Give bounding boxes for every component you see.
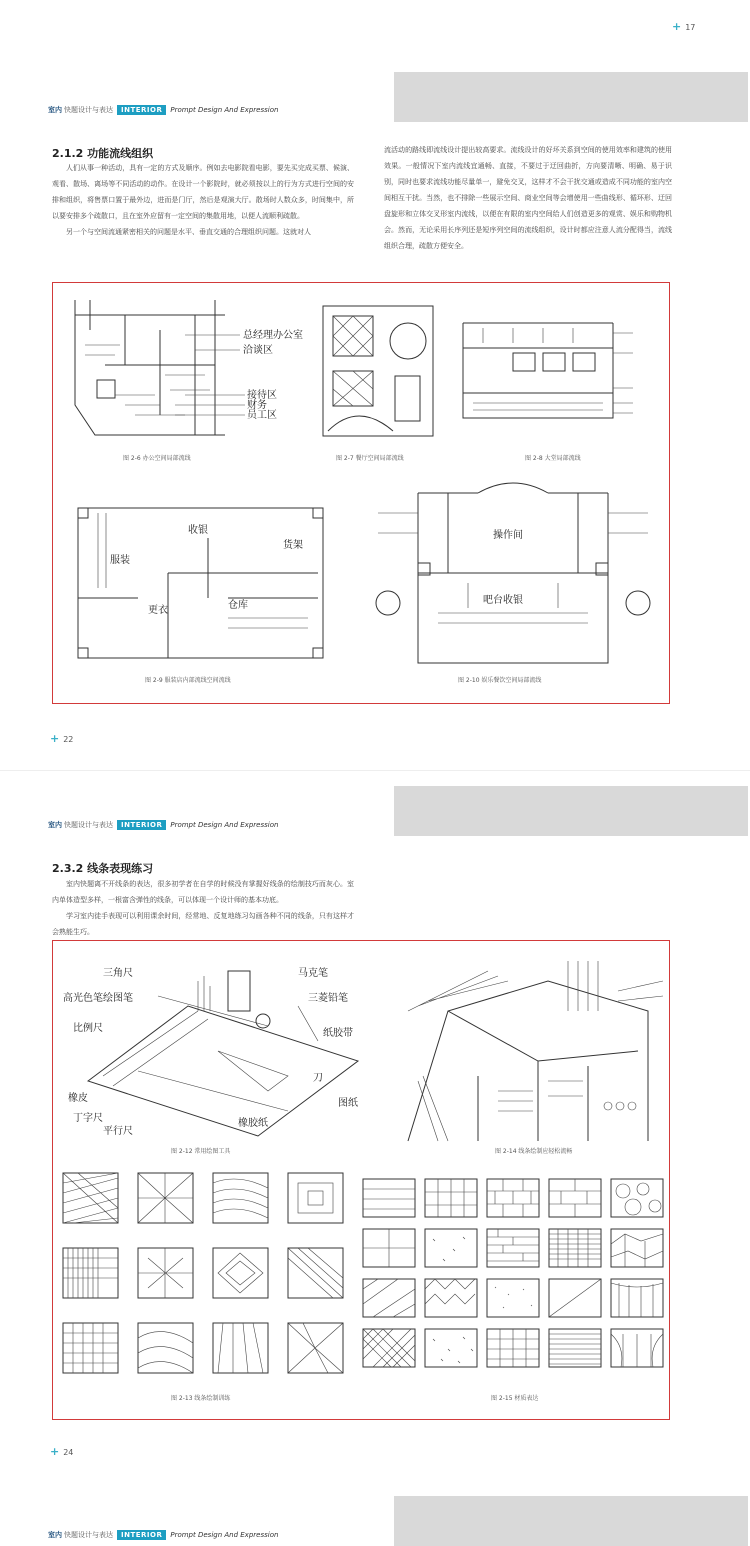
tile: [363, 1279, 415, 1317]
plus-icon: +: [50, 1445, 60, 1458]
tile: [425, 1329, 477, 1367]
sketch-label: 橡皮: [68, 1093, 88, 1104]
tile: [611, 1179, 663, 1217]
sketch-label: 更衣: [148, 605, 168, 616]
sketch-label: 橡胶纸: [238, 1118, 268, 1129]
note: 财务: [247, 400, 267, 411]
header-subtitle: 快题设计与表达: [64, 821, 113, 829]
tile: [549, 1329, 601, 1367]
sketch-label: 三角尺: [103, 968, 133, 979]
plus-icon: +: [672, 20, 682, 33]
sketch-label: 刀: [313, 1073, 323, 1084]
paragraph: 流活动的路线即流线设计提出较高要求。流线设计的好坏关系到空间的使用效率和建筑的使用效果。一般情况下室内流线宜通畅、直接，不要过于迂回曲折，方向要清晰、明确、易于识别，同时也要求流线功能尽量单一，避免交叉，这样才不会干扰交通或造成不同功能的室内空间相互干扰。当然，也不排除一些展示空间、商业空间等会增使用一些曲线形、循环形、迂回盘旋形和立体交叉形室内流线，以便在有限的室内空间给人们创造更多的观赏、娱乐和购物机会。然而，无论采用长序列还是短序列空间的流线组织，设计时都应注意人流分配得当，流线组织合理，疏散方便安全。: [384, 146, 672, 250]
tile: [363, 1229, 415, 1267]
figure-caption: 图 2-8 大堂局部流线: [525, 455, 581, 462]
note: 总经理办公室: [243, 330, 303, 341]
page-number-bottom: + 24: [50, 1445, 74, 1458]
office-plan-sketch: [65, 295, 303, 445]
tile: [487, 1179, 539, 1217]
figure-2-8: [453, 313, 663, 433]
note: 洽谈区: [243, 345, 273, 356]
interior-perspective-sketch: [388, 951, 663, 1141]
figure-2-13: [58, 1173, 353, 1378]
tile: [363, 1329, 415, 1367]
figure-2-10: [368, 483, 658, 668]
note: 员工区: [247, 410, 277, 421]
tile: [549, 1179, 601, 1217]
tile: [487, 1279, 539, 1317]
figure-caption: 图 2-9 服装店内部流线空间流线: [145, 677, 231, 684]
figure-frame: [52, 940, 670, 1420]
figure-caption: 图 2-7 餐厅空间局部流线: [336, 455, 404, 462]
tile: [138, 1248, 193, 1298]
header-en: Prompt Design And Expression: [170, 1531, 279, 1539]
running-header: [48, 1528, 278, 1542]
sketch-label: 纸胶带: [323, 1028, 353, 1039]
figure-caption: 图 2-12 常用绘图工具: [171, 1148, 231, 1155]
entertainment-plan-sketch: [368, 483, 658, 668]
header-cn: 室内: [48, 1531, 62, 1539]
sketch-label: 平行尺: [103, 1126, 133, 1137]
header-en: Prompt Design And Expression: [170, 106, 279, 114]
header-subtitle: 快题设计与表达: [64, 1531, 113, 1539]
running-header: [48, 818, 278, 832]
running-header: [48, 103, 278, 117]
sketch-label: 收银: [188, 525, 208, 536]
tile: [213, 1173, 268, 1223]
paragraph: 另一个与空间流通紧密相关的问题是水平、垂直交通的合理组织问题。这就对人: [66, 228, 311, 236]
figure-caption: 图 2-15 材质表达: [491, 1395, 539, 1402]
lobby-plan-sketch: [453, 313, 663, 433]
figure-caption: 图 2-6 办公空间局部流线: [123, 455, 191, 462]
tile: [611, 1329, 663, 1367]
page-number-bottom: + 22: [50, 732, 74, 745]
sketch-label: 图纸: [338, 1098, 358, 1109]
section-title: 2.3.2 线条表现练习: [52, 862, 154, 875]
sketch-label: 仓库: [228, 600, 248, 611]
figure-caption: 图 2-13 线条绘制训练: [171, 1395, 231, 1402]
tile: [213, 1323, 268, 1373]
paragraph: 人们从事一种活动，具有一定的方式及顺序。例如去电影院看电影，要先买完成买票、候演、观看、散场、离场等不同活动的动作。在设计一个影院时，就必须按以上的行为方式进行空间的安排和组织，将售票口置于最外边，进而是门厅，然后是观演大厅。散场时人数众多，时间集中，所以要安排多个疏散口，且在室外应留有一定空间的集散用地，以便人流顺利疏散。: [52, 164, 354, 220]
section-title: 2.1.2 功能流线组织: [52, 147, 154, 160]
tile: [288, 1323, 343, 1373]
header-en: Prompt Design And Expression: [170, 821, 279, 829]
left-column: [52, 160, 354, 240]
tile: [63, 1248, 118, 1298]
figure-2-14: [388, 951, 663, 1141]
tile: [549, 1279, 601, 1317]
interior-badge: INTERIOR: [117, 105, 166, 115]
interior-badge: INTERIOR: [117, 1530, 166, 1540]
header-subtitle: 快题设计与表达: [64, 106, 113, 114]
sketch-label: 服装: [110, 555, 130, 566]
sketch-label: 丁字尺: [73, 1113, 103, 1124]
tile: [138, 1173, 193, 1223]
tile: [288, 1173, 343, 1223]
drawing-tools-sketch: [58, 951, 368, 1136]
sketch-label: 比例尺: [73, 1023, 103, 1034]
clothing-store-plan-sketch: [68, 488, 338, 663]
page-gap: [0, 770, 750, 771]
tile: [138, 1323, 193, 1373]
plus-icon: +: [50, 732, 60, 745]
tile: [425, 1179, 477, 1217]
figure-2-6: [65, 295, 303, 445]
header-cn: 室内: [48, 821, 62, 829]
tile: [63, 1323, 118, 1373]
restaurant-plan-sketch: [303, 291, 443, 441]
figure-2-15: [363, 1179, 663, 1379]
sketch-label: 货架: [283, 540, 303, 551]
header-gray-block: [394, 786, 748, 836]
header-gray-block: [394, 72, 748, 122]
figure-caption: 图 2-10 娱乐餐饮空间局部流线: [458, 677, 542, 684]
interior-badge: INTERIOR: [117, 820, 166, 830]
header-cn: 室内: [48, 106, 62, 114]
tile: [611, 1229, 663, 1267]
tile: [425, 1279, 477, 1317]
figure-2-7: [303, 291, 443, 441]
tile: [611, 1279, 663, 1317]
tile: [363, 1179, 415, 1217]
tile: [549, 1229, 601, 1267]
sketch-label: 高光色笔绘图笔: [63, 993, 133, 1004]
tile: [487, 1329, 539, 1367]
tile: [288, 1248, 343, 1298]
paragraph: 学习室内徒手表现可以利用课余时间，经常地、反复地练习勾画各种不同的线条，只有这样才会熟能生巧。: [52, 912, 354, 936]
tile: [487, 1229, 539, 1267]
sketch-label: 操作间: [493, 530, 523, 541]
header-gray-block: [394, 1496, 748, 1546]
figure-frame: [52, 282, 670, 704]
sketch-label: 三菱铅笔: [308, 993, 348, 1004]
line-training-grid: [58, 1173, 353, 1378]
tile: [63, 1173, 118, 1223]
figure-2-9: [68, 488, 338, 663]
note: 接待区: [247, 390, 277, 401]
figure-caption: 图 2-14 线条绘制应轻松流畅: [495, 1148, 573, 1155]
figure-2-12: [58, 951, 368, 1136]
page-number-top: + 17: [672, 20, 696, 33]
sketch-label: 吧台收银: [483, 595, 523, 606]
paragraph: 室内快题离不开线条的表达，很多初学者在自学的时候没有掌握好线条的绘制技巧而灰心。室内单体造型多样，一根富含弹性的线条，可以体现一个设计师的基本功底。: [52, 880, 354, 904]
tile: [425, 1229, 477, 1267]
tile: [213, 1248, 268, 1298]
material-texture-grid: [363, 1179, 663, 1379]
sketch-label: 马克笔: [298, 968, 328, 979]
intro-column: [52, 876, 354, 940]
right-column: [384, 142, 672, 254]
